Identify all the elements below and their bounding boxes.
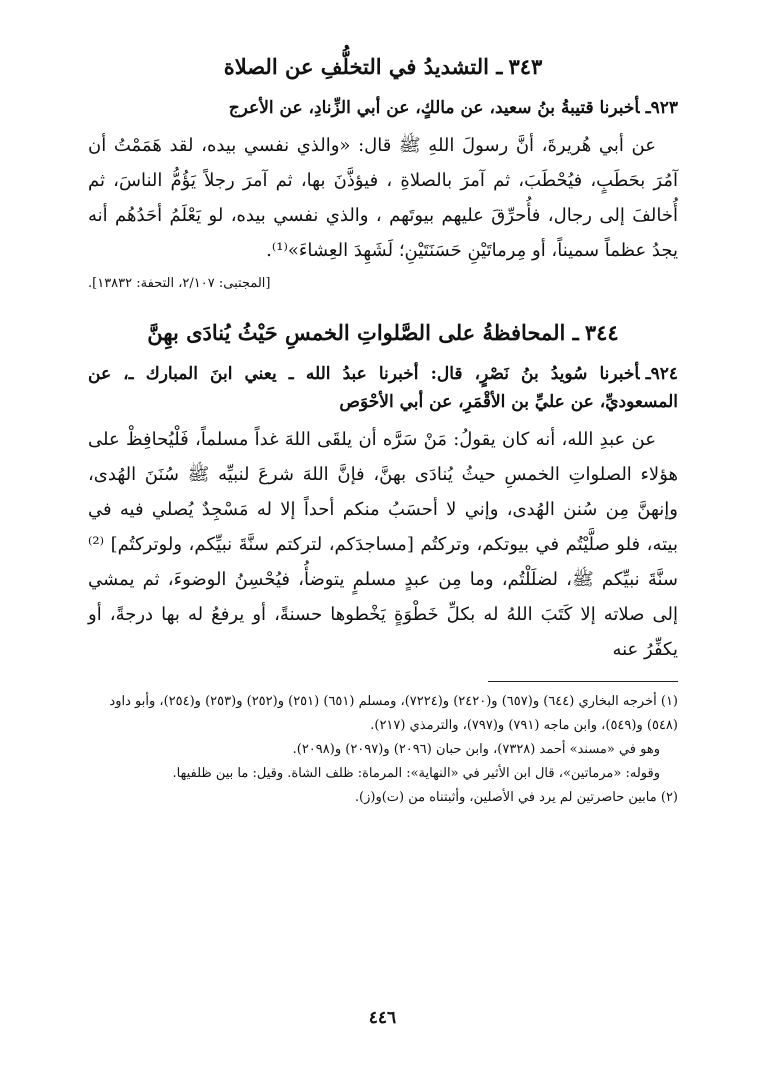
hadith-isnad-924 xyxy=(88,360,678,416)
reference-text: [المجتبى: ٢/١٠٧، التحفة: ١٣٨٣٢]. xyxy=(88,276,271,291)
section-number: ٣٤٤ xyxy=(584,320,619,345)
footnote-separator xyxy=(488,681,678,682)
section-number: ٣٤٣ xyxy=(508,54,543,79)
hadith-matn-924: عن عبدِ الله، أنه كان يقولُ: مَنْ سَرَّه أن يلقَى اللهَ غداً مسلماً، فَلْيُحافِظْ على هؤلاء الصلواتِ الخمسِ حيثُ يُنادَى بهنَّ، فإنَّ اللهَ شرعَ لنبيِّه ﷺ سُنَنَ الهُدى، وإنهنَّ مِن سُنن الهُدى، وإني لا أحسَبُ منكم أحداً إلا له مَسْجِدٌ يُصلي فيه في بيته، فلو صلَّيْتُم في بيوتكم، وتركتُم [مساجدَكم، لتركتم سنَّةَ نبيِّكم، ولوتركتُم] ⁽²⁾ سنَّةَ نبيِّكم ﷺ، لضلَلْتُم، وما مِن عبدٍ مسلمٍ يتوضأُ، فيُحْسِنُ الوضوءَ، ثم يمشي إلى صلاته إلا كَتَبَ اللهُ له بكلِّ خَطْوَةٍ يَخْطوها حسنةً، أو يرفعُ له بها درجةً، أو يكفِّرُ عنه xyxy=(88,429,678,660)
hadith-number: ٩٢٤ـ xyxy=(645,364,678,384)
section-title: ـ التشديدُ في التخلُّفِ عن الصلاة xyxy=(223,54,503,79)
section-heading-343 xyxy=(88,52,678,82)
isnad-text: أخبرنا سُويدُ بنُ نَصْرٍ، قال: أخبرنا عبدُ الله ـ يعني ابنَ المبارك ـ، عن المسعوديِّ، عن عليِّ بن الأقْمَرِ، عن أبي الأحْوَص xyxy=(88,364,678,412)
footnote-2: (٢) مابين حاصرتين لم يرد في الأصلين، وأثبتناه من (ت)و(ز). xyxy=(354,790,678,805)
page-number: ٤٤٦ xyxy=(368,1008,397,1028)
footnote-1: (١) أخرجه البخاري (٦٤٤) و(٦٥٧) و(٢٤٢٠) و(٧٢٢٤)، ومسلم (٦٥١) (٢٥١) و(٢٥٢) و(٢٥٣) و(٢٥٤)، وأبو داود (٥٤٨) و(٥٤٩)، وابن ماجه (٧٩١) و(٧٩٧)، والترمذي (٢١٧). xyxy=(109,694,678,733)
isnad-text: أخبرنا قتيبةُ بنُ سعيد، عن مالكٍ، عن أبي الزِّنادِ، عن الأعرج xyxy=(228,98,640,118)
footnote-1-note-b: وقوله: «مرماتين»، قال ابن الأثير في «النهاية»: المرماة: ظلف الشاة. وقيل: ما بين ظلفيها. xyxy=(172,766,660,781)
reference-923 xyxy=(88,272,678,296)
hadith-number: ٩٢٣ـ xyxy=(645,98,678,118)
hadith-isnad-923 xyxy=(88,94,678,122)
section-heading-344 xyxy=(88,318,678,348)
hadith-matn-923: عن أبي هُريرةَ، أنَّ رسولَ اللهِ ﷺ قال: «والذي نفسي بيده، لقد هَمَمْتُ أن آمُرَ بحَطَبٍ، فيُحْطَبَ، ثم آمرَ بالصلاةِ ، فيؤذَّنَ بها، ثم آمرَ رجلاً يَؤُمُّ الناسَ، ثم أُخالفَ إلى رجال، فأُحرِّقَ عليهم بيوتَهم ، والذي نفسي بيده، لو يَعْلَمُ أحَدُهُم أنه يجدُ عظماً سميناً، أو مِرماتَيْنِ حَسَنَتَيْنِ؛ لَشَهِدَ العِشاءَ»⁽¹⁾. xyxy=(88,135,678,261)
section-title: ـ المحافظةُ على الصَّلواتِ الخمسِ حَيْثُ يُنادَى بهِنَّ xyxy=(147,320,579,345)
page-body xyxy=(88,52,678,810)
footnote-1-note-a: وهو في «مسند» أحمد (٧٣٢٨)، وابن حبان (٢٠٩٦) و(٢٠٩٧) و(٢٠٩٨). xyxy=(292,742,660,757)
footnotes xyxy=(88,690,678,810)
